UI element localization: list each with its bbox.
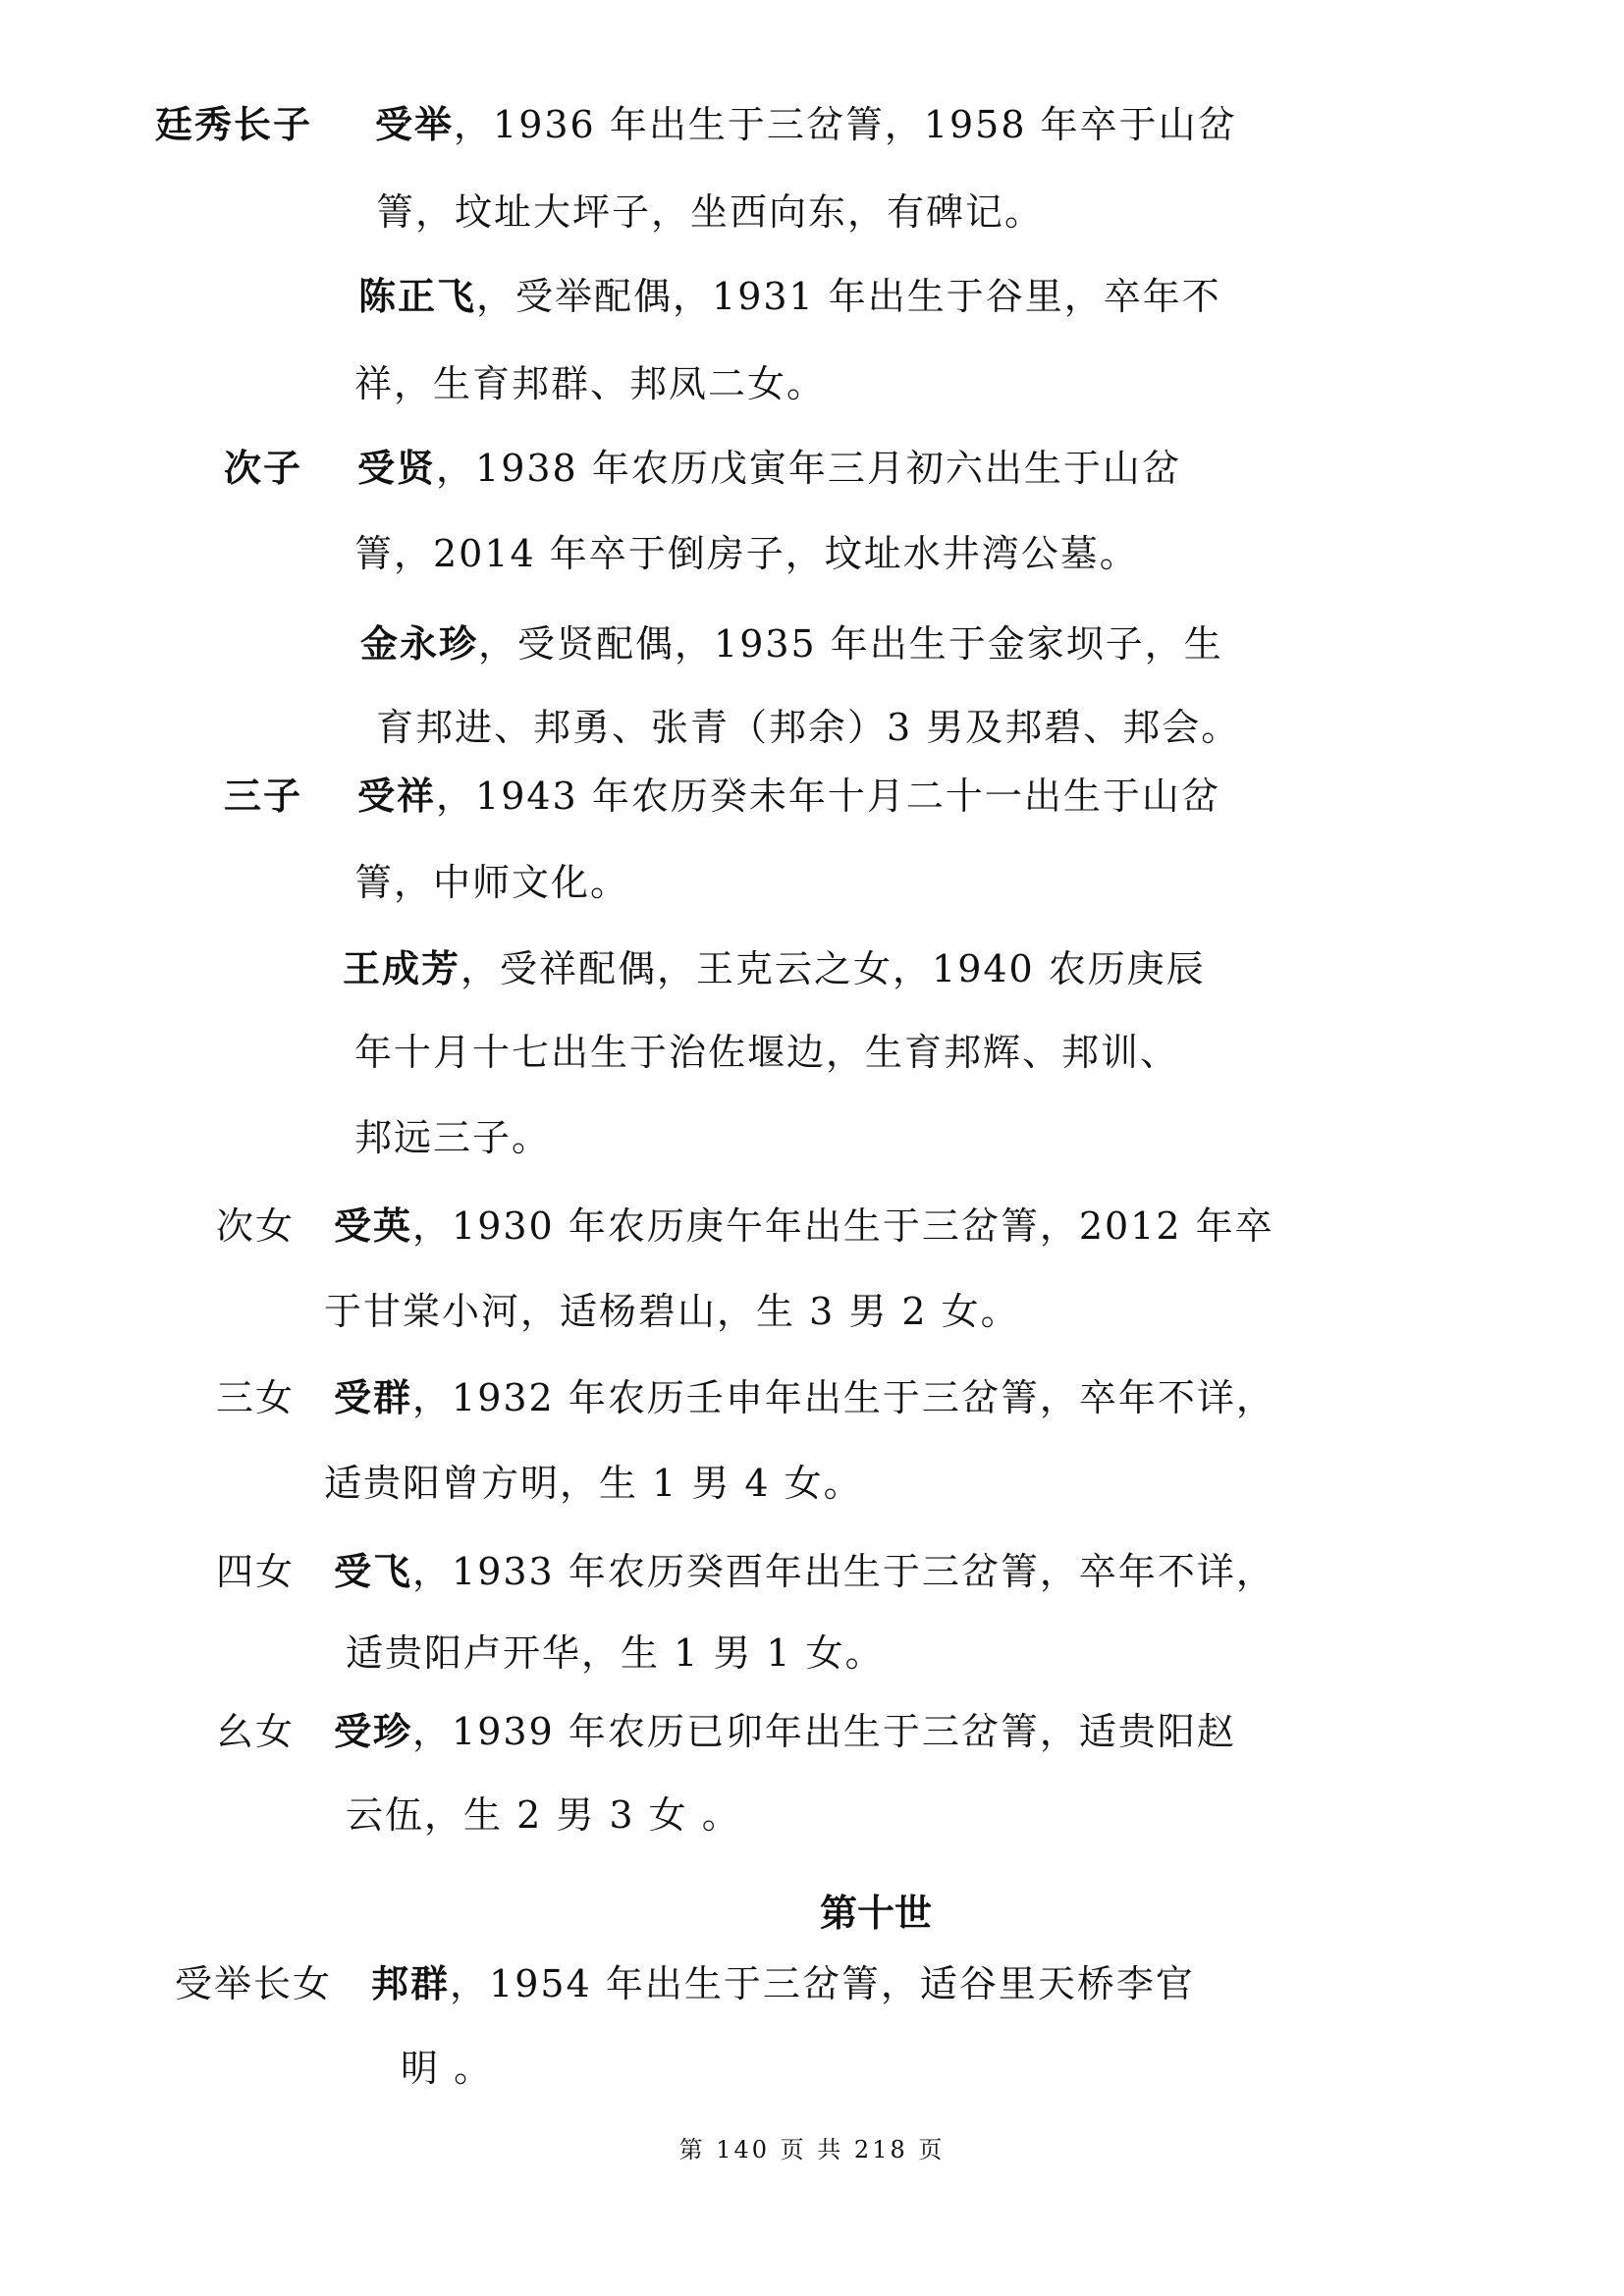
entry-name: 受祥 bbox=[357, 774, 437, 818]
entry-continuation: 明 。 bbox=[401, 2047, 494, 2090]
entry-text: ，1932 年农历壬申年出生于三岔箐，卒年不详， bbox=[412, 1376, 1275, 1419]
entry-continuation: 箐，坟址大坪子，坐西向东，有碑记。 bbox=[376, 190, 1045, 234]
entry-name: 受举 bbox=[375, 103, 455, 146]
entry-line bbox=[216, 1710, 1236, 1753]
section-heading: 第十世 bbox=[819, 1892, 932, 1935]
entry-label: 次子 bbox=[224, 447, 303, 490]
entry-name: 受英 bbox=[334, 1204, 413, 1248]
entry-line bbox=[224, 774, 1220, 818]
entry-label: 三女 bbox=[216, 1376, 296, 1419]
entry-continuation: 箐，2014 年卒于倒房子，坟址水井湾公墓。 bbox=[354, 532, 1139, 575]
entry-line bbox=[343, 947, 1206, 990]
entry-label: 四女 bbox=[216, 1550, 296, 1593]
entry-continuation: 育邦进、邦勇、张青（邦余）3 男及邦碧、邦会。 bbox=[376, 706, 1241, 749]
entry-continuation: 年十月十七出生于治佐堰边，生育邦辉、邦训、 bbox=[354, 1031, 1180, 1074]
entry-text: ，1930 年农历庚午年出生于三岔箐，2012 年卒 bbox=[412, 1204, 1274, 1248]
entry-label: 次女 bbox=[216, 1204, 296, 1248]
entry-continuation: 于甘棠小河，适杨碧山，生 3 男 2 女。 bbox=[324, 1290, 1020, 1333]
entry-line bbox=[216, 1376, 1275, 1419]
entry-name: 邦群 bbox=[371, 1962, 451, 2005]
entry-text: ，1954 年出生于三岔箐，适谷里天桥李官 bbox=[450, 1962, 1195, 2005]
entry-continuation: 箐，中师文化。 bbox=[354, 861, 630, 904]
entry-name: 受群 bbox=[334, 1376, 413, 1419]
entry-text: ，1943 年农历癸未年十月二十一出生于山岔 bbox=[436, 774, 1220, 818]
entry-continuation: 邦远三子。 bbox=[354, 1116, 552, 1159]
entry-line bbox=[360, 622, 1223, 666]
entry-text: ，1936 年出生于三岔箐，1958 年卒于山岔 bbox=[454, 103, 1237, 146]
entry-name: 受飞 bbox=[334, 1550, 413, 1593]
entry-name: 金永珍 bbox=[360, 622, 479, 666]
entry-line bbox=[155, 103, 1237, 146]
entry-text: ，受举配偶，1931 年出生于谷里，卒年不 bbox=[476, 275, 1221, 318]
entry-continuation: 祥，生育邦群、邦凤二女。 bbox=[354, 362, 827, 405]
entry-label: 幺女 bbox=[216, 1710, 296, 1753]
entry-line bbox=[358, 275, 1221, 318]
entry-continuation: 适贵阳卢开华，生 1 男 1 女。 bbox=[346, 1631, 885, 1675]
entry-text: ，受贤配偶，1935 年出生于金家坝子，生 bbox=[478, 622, 1223, 666]
entry-label: 廷秀长子 bbox=[155, 103, 313, 146]
entry-line bbox=[216, 1204, 1274, 1248]
entry-line bbox=[216, 1550, 1275, 1593]
entry-name: 受珍 bbox=[334, 1710, 413, 1753]
entry-line bbox=[175, 1962, 1195, 2005]
page-number: 第 140 页 共 218 页 bbox=[678, 2136, 946, 2163]
entry-name: 受贤 bbox=[357, 447, 437, 490]
entry-name: 王成芳 bbox=[343, 947, 461, 990]
entry-text: ，1933 年农历癸酉年出生于三岔箐，卒年不详， bbox=[412, 1550, 1275, 1593]
entry-continuation: 云伍，生 2 男 3 女 。 bbox=[346, 1793, 741, 1837]
entry-text: ，1939 年农历已卯年出生于三岔箐，适贵阳赵 bbox=[412, 1710, 1236, 1753]
entry-line bbox=[224, 447, 1181, 490]
entry-text: ，1938 年农历戊寅年三月初六出生于山岔 bbox=[436, 447, 1181, 490]
entry-continuation: 适贵阳曾方明，生 1 男 4 女。 bbox=[324, 1462, 863, 1505]
entry-label: 三子 bbox=[224, 774, 303, 818]
entry-label: 受举长女 bbox=[175, 1962, 333, 2005]
entry-name: 陈正飞 bbox=[358, 275, 477, 318]
entry-text: ，受祥配偶，王克云之女，1940 农历庚辰 bbox=[460, 947, 1206, 990]
